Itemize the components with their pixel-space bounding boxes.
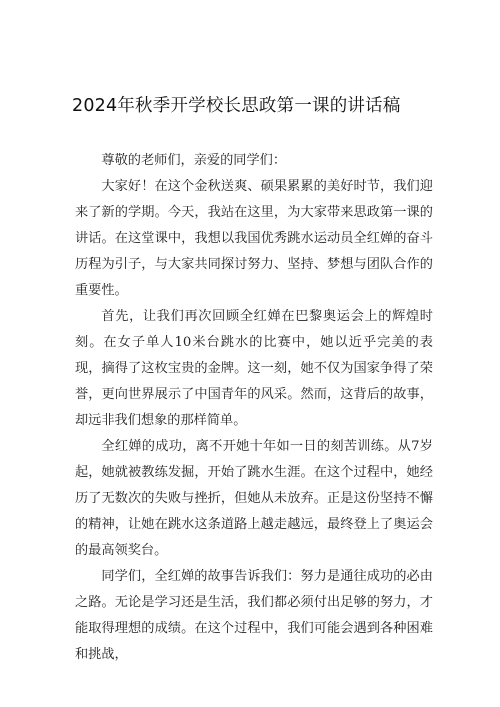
greeting-paragraph: 尊敬的老师们，亲爱的同学们：: [101, 153, 287, 168]
document-title: 2024年秋季开学校长思政第一课的讲话稿: [72, 96, 401, 116]
body-paragraph-3: 全红婵的成功，离不开她十年如一日的刻苦训练。从7岁起，她就被教练发掘，开始了跳水生涯。在这个过程中，她经历了无数次的失败与挫折，但她从未放弃。正是这份坚持不懈的精神，让她在跳水这条道路上越走越远，最终登上了奥运会的最高领奖台。: [75, 439, 433, 558]
body-paragraph-1: 大家好！在这个金秋送爽、硕果累累的美好时节，我们迎来了新的学期。今天，我站在这里，为大家带来思政第一课的讲话。在这堂课中，我想以我国优秀跳水运动员全红婵的奋斗历程为引子，与大家共同探讨努力、坚持、梦想与团队合作的重要性。: [75, 179, 433, 298]
body-paragraph-4: 同学们，全红婵的故事告诉我们：努力是通往成功的必由之路。无论是学习还是生活，我们都必须付出足够的努力，才能取得理想的成绩。在这个过程中，我们可能会遇到各种困难和挑战，: [75, 569, 433, 662]
body-paragraph-2: 首先，让我们再次回顾全红婵在巴黎奥运会上的辉煌时刻。在女子单人10米台跳水的比赛中，她以近乎完美的表现，摘得了这枚宝贵的金牌。这一刻，她不仅为国家争得了荣誉，更向世界展示了中国青年的风采。然而，这背后的故事，却远非我们想象的那样简单。: [75, 309, 433, 428]
document-body: [75, 148, 433, 668]
